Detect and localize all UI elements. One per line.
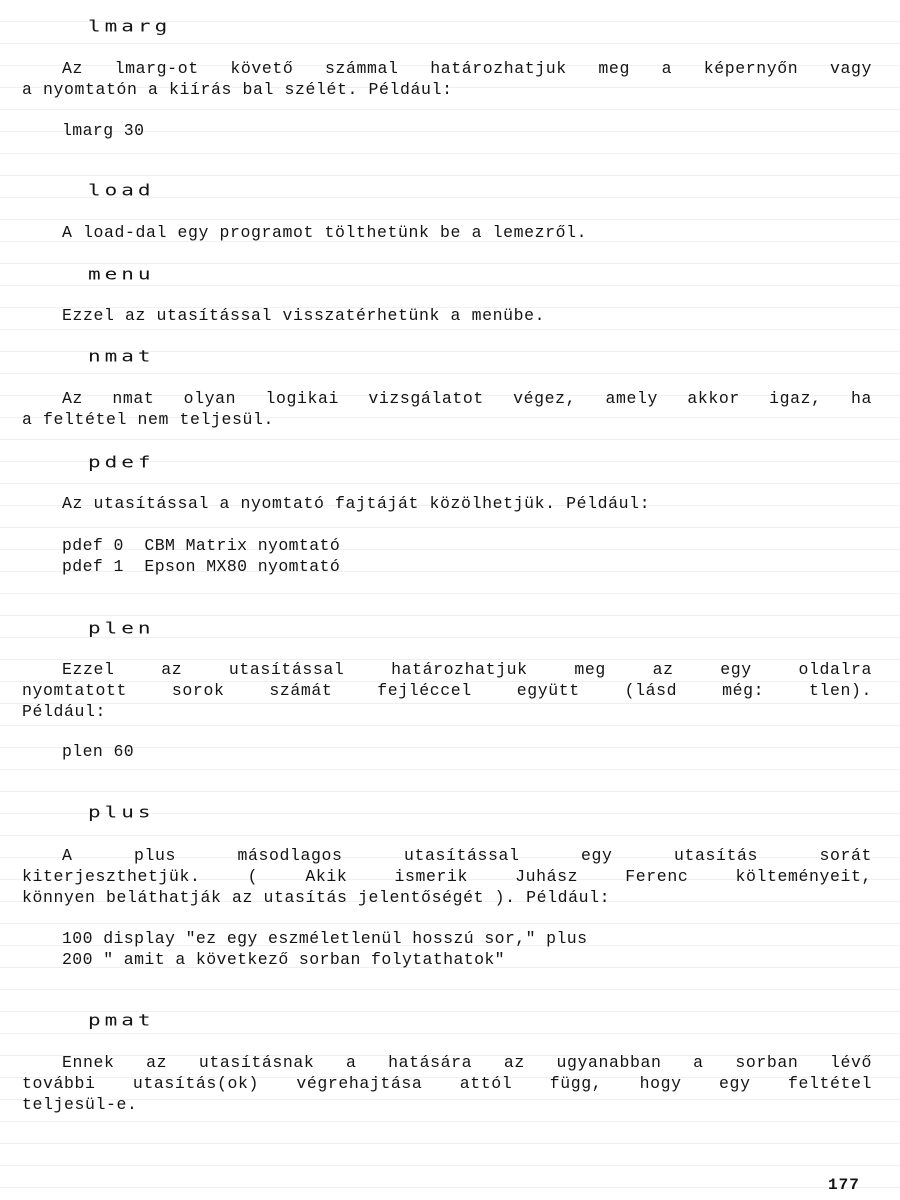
text-line: könnyen beláthatják az utasítás jelentőségét ). Például: <box>22 888 611 907</box>
text-line: a feltétel nem teljesül. <box>22 410 275 429</box>
heading-menu: menu <box>88 264 155 284</box>
text-line: nyomtatott sorok számát fejléccel együtt (lásd még: tlen). <box>22 681 872 700</box>
paragraph-pdef <box>22 493 872 514</box>
text-line: Az nmat olyan logikai vizsgálatot végez, amely akkor igaz, ha <box>62 389 872 408</box>
text-line: Az lmarg-ot követő számmal határozhatjuk meg a képernyőn vagy <box>62 59 872 78</box>
text-line: teljesül-e. <box>22 1095 138 1114</box>
heading-lmarg: lmarg <box>88 16 172 36</box>
code-line: 100 display "ez egy eszméletlenül hosszú sor," plus <box>62 929 588 948</box>
text-line: Ezzel az utasítással határozhatjuk meg az egy oldalra <box>62 660 872 679</box>
text-line: A plus másodlagos utasítással egy utasítás sorát <box>62 846 872 865</box>
code-example-plen: plen 60 <box>62 742 135 761</box>
paragraph-plus <box>22 845 872 908</box>
code-line: 200 " amit a következő sorban folytathatok" <box>62 950 505 969</box>
paragraph-nmat <box>22 388 872 430</box>
page-number: 177 <box>828 1176 860 1194</box>
paragraph-load <box>22 222 872 243</box>
paragraph-pmat <box>22 1052 872 1115</box>
text-line: A load-dal egy programot tölthetünk be a lemezről. <box>62 223 588 242</box>
heading-pdef: pdef <box>88 452 155 472</box>
text-line: Ezzel az utasítással visszatérhetünk a menübe. <box>62 306 546 325</box>
text-line: Az utasítással a nyomtató fajtáját közölhetjük. Például: <box>62 494 651 513</box>
text-line: Például: <box>22 702 107 721</box>
heading-plus: plus <box>88 802 155 822</box>
text-line: a nyomtatón a kiírás bal szélét. Például: <box>22 80 453 99</box>
code-example-lmarg: lmarg 30 <box>62 121 145 140</box>
code-example-pdef <box>62 535 340 577</box>
paragraph-menu <box>22 305 872 326</box>
paragraph-plen <box>22 659 872 722</box>
text-line: Ennek az utasításnak a hatására az ugyanabban a sorban lévő <box>62 1053 872 1072</box>
code-example-plus <box>62 928 587 970</box>
heading-plen: plen <box>88 618 155 638</box>
code-line: pdef 1 Epson MX80 nyomtató <box>62 557 341 576</box>
text-line: kiterjeszthetjük. ( Akik ismerik Juhász Ferenc költeményeit, <box>22 867 872 886</box>
text-line: további utasítás(ok) végrehajtása attól függ, hogy egy feltétel <box>22 1074 872 1093</box>
heading-load: load <box>88 180 155 200</box>
heading-pmat: pmat <box>88 1010 155 1030</box>
paragraph-lmarg <box>22 58 872 100</box>
code-line: pdef 0 CBM Matrix nyomtató <box>62 536 341 555</box>
heading-nmat: nmat <box>88 346 155 366</box>
